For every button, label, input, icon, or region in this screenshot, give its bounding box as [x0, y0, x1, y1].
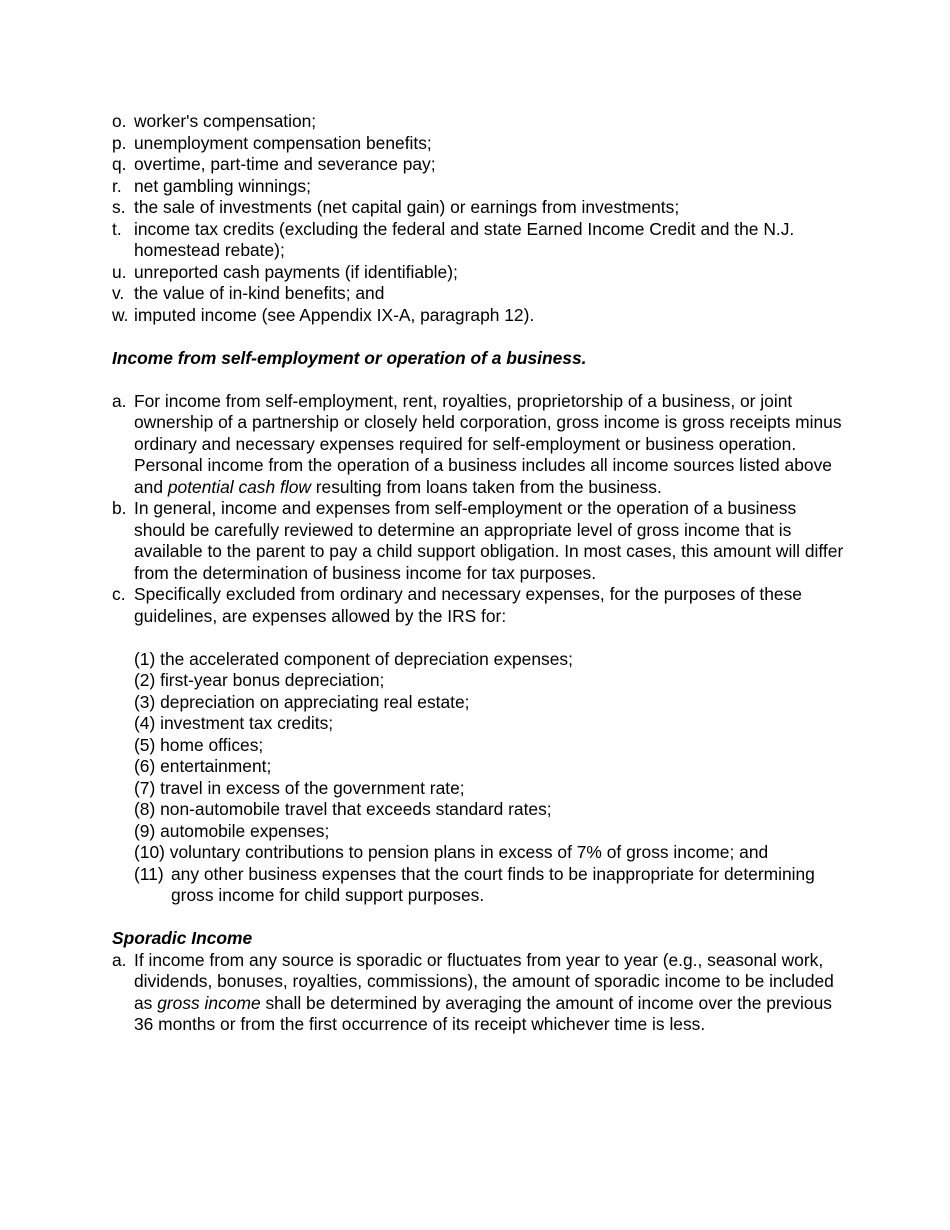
item-number: (3): [134, 691, 156, 712]
item-number: (8): [134, 799, 156, 819]
item-marker: a.: [112, 390, 127, 411]
list-item: [134, 735, 850, 757]
item-text: first-year bonus depreciation;: [160, 670, 385, 690]
item-text: shall be determined by averaging the amount of income over the previous 36 months or from the first occurrence of its receipt whichever time is less.: [134, 992, 832, 1034]
list-item: [134, 713, 850, 735]
item-text: unemployment compensation benefits;: [134, 132, 432, 153]
item-marker: v.: [112, 283, 125, 303]
list-item: [112, 283, 850, 305]
item-marker: s.: [112, 197, 126, 217]
item-text: the accelerated component of depreciation expenses;: [160, 648, 573, 669]
item-marker: p.: [112, 132, 127, 153]
item-marker: w.: [112, 304, 129, 325]
list-item: [112, 176, 850, 198]
item-number: (11): [134, 863, 164, 884]
list-item: [112, 154, 850, 176]
list-item: [112, 950, 850, 1036]
list-item: [112, 197, 850, 219]
item-marker: u.: [112, 261, 127, 282]
item-emphasis: potential cash flow: [167, 476, 311, 497]
list-item: [134, 842, 850, 864]
item-text: the sale of investments (net capital gain) or earnings from investments;: [134, 197, 680, 217]
list-item: [134, 649, 850, 671]
item-emphasis: gross income: [157, 992, 261, 1013]
list-item: [112, 133, 850, 155]
item-text: worker's compensation;: [134, 111, 317, 131]
list-item: [112, 584, 850, 627]
list-item: [112, 305, 850, 327]
list-item: [112, 111, 850, 133]
item-text: Specifically excluded from ordinary and necessary expenses, for the purposes of these guidelines, are expenses allowed by the IRS for:: [134, 584, 802, 626]
item-text: non-automobile travel that exceeds standard rates;: [160, 799, 552, 819]
income-sources-list: [112, 111, 850, 326]
item-text: any other business expenses that the court finds to be inappropriate for determining gross income for child support purposes.: [171, 863, 815, 905]
item-number: (10): [134, 842, 165, 862]
item-text: In general, income and expenses from self-employment or the operation of a business should be carefully reviewed to determine an appropriate level of gross income that is available to the parent to pay a child support obligation. In most cases, this amount will differ from the determination of business income for tax purposes.: [134, 498, 844, 583]
item-number: (2): [134, 670, 156, 690]
item-number: (4): [134, 713, 156, 733]
item-marker: q.: [112, 154, 127, 174]
item-text: the value of in-kind benefits; and: [134, 283, 385, 303]
self-employment-list: [112, 391, 850, 628]
item-marker: a.: [112, 949, 127, 970]
item-number: (6): [134, 756, 156, 776]
item-marker: o.: [112, 111, 127, 131]
item-text: travel in excess of the government rate;: [160, 777, 465, 798]
item-text: net gambling winnings;: [134, 175, 311, 196]
item-text: income tax credits (excluding the federal and state Earned Income Credit and the N.J. homestead rebate);: [134, 218, 795, 260]
list-item: [134, 821, 850, 843]
section-heading-self-employment: Income from self-employment or operation of a business.: [112, 347, 587, 368]
sporadic-list: [112, 950, 850, 1036]
item-text: unreported cash payments (if identifiable);: [134, 261, 458, 282]
item-text: home offices;: [160, 734, 264, 755]
item-marker: t.: [112, 218, 122, 239]
item-number: (5): [134, 734, 156, 755]
section-heading-sporadic: Sporadic Income: [112, 928, 253, 948]
item-text: If income from any source is sporadic or fluctuates from year to year (e.g., seasonal work, dividends, bonuses, royalties, commissions), the amount of sporadic income to be included as: [134, 949, 834, 1013]
list-item: [112, 498, 850, 584]
excluded-expenses-list: [112, 649, 850, 907]
item-text: overtime, part-time and severance pay;: [134, 154, 436, 174]
item-number: (9): [134, 820, 156, 841]
list-item: [112, 391, 850, 499]
list-item: [134, 799, 850, 821]
item-text: imputed income (see Appendix IX-A, paragraph 12).: [134, 304, 535, 325]
list-item: [134, 670, 850, 692]
item-text: voluntary contributions to pension plans in excess of 7% of gross income; and: [169, 842, 769, 862]
item-text: investment tax credits;: [160, 713, 334, 733]
item-number: (7): [134, 777, 156, 798]
list-item: [112, 262, 850, 284]
item-number: (1): [134, 648, 156, 669]
item-text: resulting from loans taken from the business.: [310, 476, 662, 497]
item-marker: c.: [112, 584, 126, 604]
item-text: For income from self-employment, rent, royalties, proprietorship of a business, or joint ownership of a partnership or closely held corporation, gross income is gross receipts minus ordinary and necessary expenses required for self-employment or business operation. Personal income from the operation of a business includes all income sources listed above and: [134, 390, 842, 497]
list-item: [112, 219, 850, 262]
list-item: [134, 778, 850, 800]
list-item: [134, 864, 850, 907]
item-text: entertainment;: [160, 756, 272, 776]
list-item: [134, 692, 850, 714]
list-item: [134, 756, 850, 778]
item-text: depreciation on appreciating real estate;: [160, 691, 470, 712]
item-marker: b.: [112, 498, 127, 518]
item-text: automobile expenses;: [160, 820, 330, 841]
item-marker: r.: [112, 175, 122, 196]
